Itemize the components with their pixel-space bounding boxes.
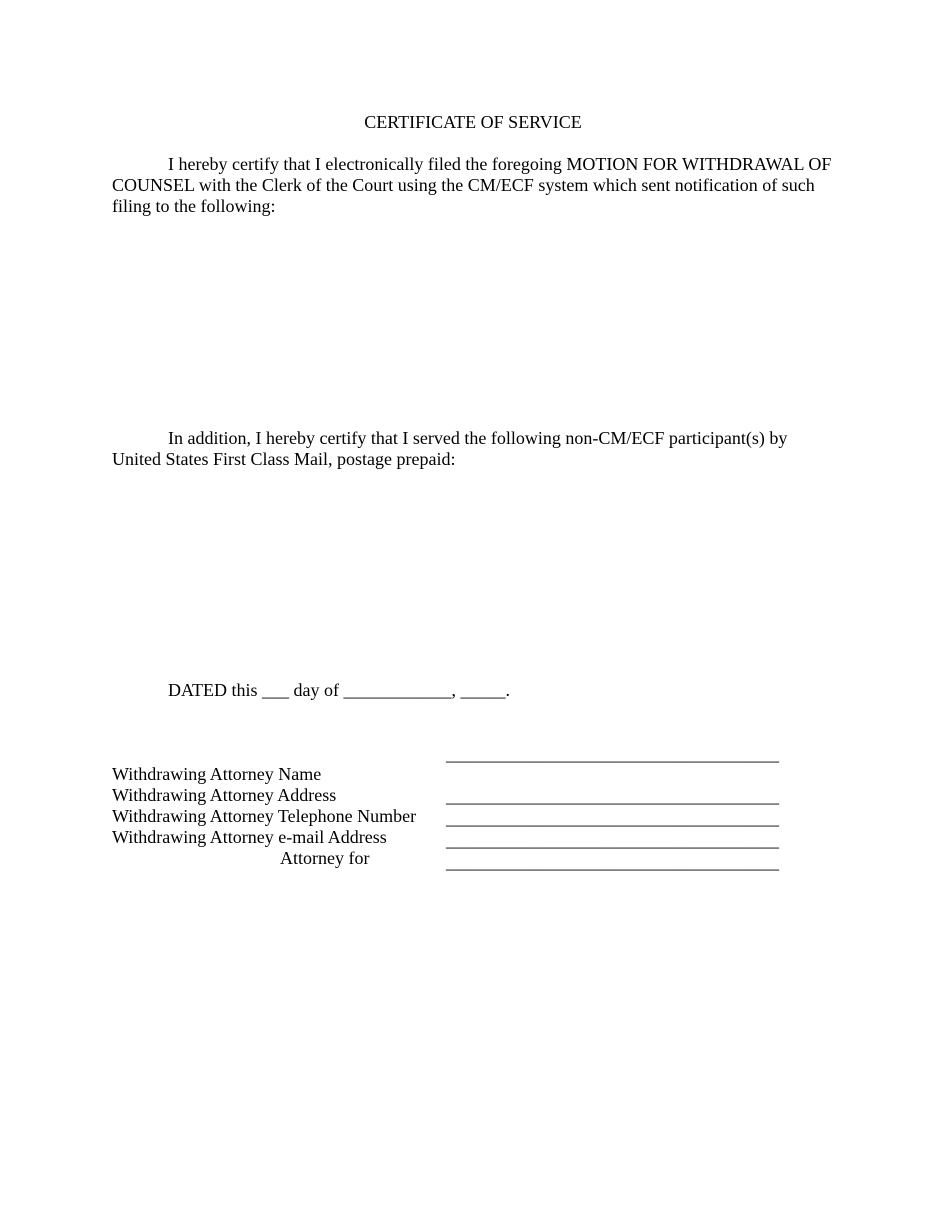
signature-line-1: _____________________________________ — [446, 744, 779, 764]
attorney-phone-label: Withdrawing Attorney Telephone Number — [112, 806, 417, 826]
signature-line-4: _____________________________________ — [446, 830, 779, 850]
signature-line-3: _____________________________________ — [446, 808, 779, 828]
attorney-email-label: Withdrawing Attorney e-mail Address — [112, 827, 387, 847]
attorney-for-label: Attorney for — [280, 848, 370, 868]
page-title: CERTIFICATE OF SERVICE — [364, 112, 582, 132]
signature-line-5: _____________________________________ — [446, 852, 779, 872]
signature-line-2: _____________________________________ — [446, 786, 779, 806]
attorney-name-label: Withdrawing Attorney Name — [112, 764, 322, 784]
attorney-address-label: Withdrawing Attorney Address — [112, 785, 337, 805]
certification-paragraph-mail: In addition, I hereby certify that I served the following non-CM/ECF participant(s) by United States First Class Mail, postage prepaid: — [112, 428, 788, 469]
certification-paragraph-cmecf: I hereby certify that I electronically filed the foregoing MOTION FOR WITHDRAWAL OF COUNSEL with the Clerk of the Court using the CM/ECF system which sent notification of such filing to the following: — [112, 154, 832, 216]
dated-line: DATED this ___ day of ____________, _____. — [168, 680, 510, 700]
